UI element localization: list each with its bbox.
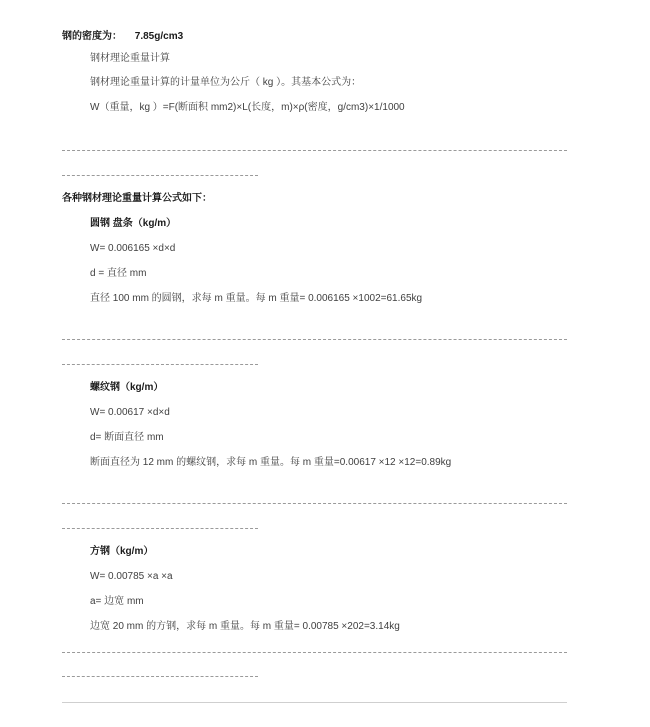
separator-long (62, 150, 567, 151)
subtitle: 钢材理论重量计算 (90, 53, 170, 64)
separator-short (62, 175, 258, 176)
section-title: 各种钢材理论重量计算公式如下： (62, 193, 212, 204)
round-steel-definition: d = 直径 mm (90, 268, 147, 279)
round-steel-example: 直径 100 mm 的圆钢，求每 m 重量。每 m 重量= 0.006165 ×1002=61.65kg (90, 293, 423, 304)
rebar-formula: W= 0.00617 ×d×d (90, 407, 170, 418)
rebar-definition: d= 断面直径 mm (90, 432, 164, 443)
separator-long (62, 339, 567, 340)
density-label (62, 30, 183, 44)
square-steel-definition: a= 边宽 mm (90, 596, 144, 607)
round-steel-title: 圆钢 盘条（kg/m） (90, 218, 177, 229)
rebar-example: 断面直径为 12 mm 的螺纹钢，求每 m 重量。每 m 重量=0.00617 ×12 ×12=0.89kg (90, 457, 452, 468)
rebar-title: 螺纹钢（kg/m） (90, 382, 164, 393)
square-steel-title: 方钢（kg/m） (90, 546, 154, 557)
page-bottom-rule (62, 702, 567, 703)
separator-short (62, 676, 258, 677)
density-label-text: 钢的密度为： (62, 31, 122, 42)
separator-long (62, 652, 567, 653)
round-steel-formula: W= 0.006165 ×d×d (90, 243, 176, 254)
square-steel-formula: W= 0.00785 ×a ×a (90, 571, 173, 582)
separator-long (62, 503, 567, 504)
formula-line: W（重量，kg ）=F(断面积 mm2)×L(长度，m)×ρ(密度，g/cm3)×1/1000 (90, 102, 405, 113)
unit-line: 钢材理论重量计算的计量单位为公斤（ kg ）。其基本公式为： (90, 77, 362, 88)
separator-short (62, 364, 258, 365)
density-value: 7.85g/cm3 (134, 31, 184, 42)
separator-short (62, 528, 258, 529)
square-steel-example: 边宽 20 mm 的方钢，求每 m 重量。每 m 重量= 0.00785 ×202=3.14kg (90, 621, 400, 632)
